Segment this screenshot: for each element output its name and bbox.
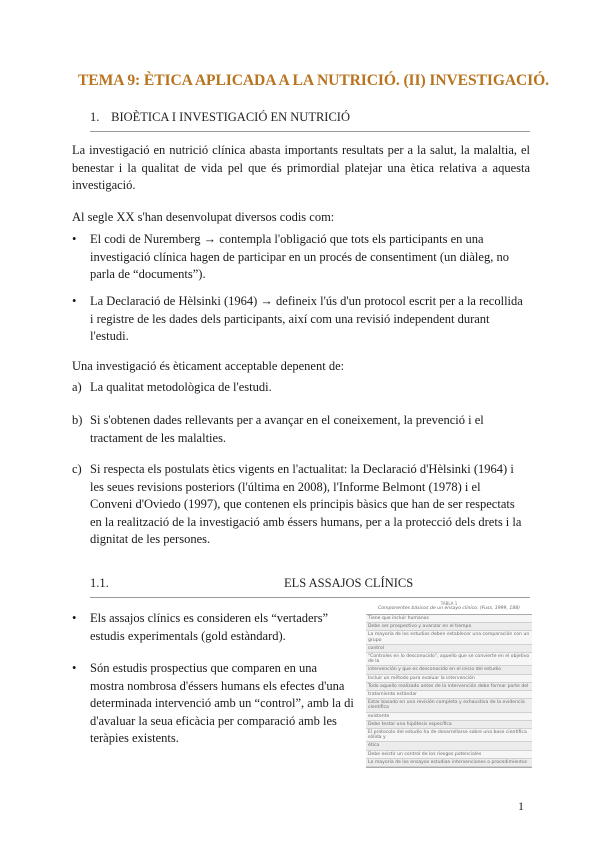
figure-table: [366, 614, 532, 768]
figure-table-row: La mayoría de los estudios deben establecer una comparación con un grupo: [366, 631, 532, 644]
figure-table-row: Tiene que incluir humanos: [366, 615, 532, 623]
figure-table-row: Todo aquello realizado antes de la intervención debe formar parte del: [366, 683, 532, 691]
list-item-trials-prospective: [72, 660, 358, 748]
figure-table-row: Estar basado en una revisión completa y exhaustiva de la evidencia científica: [366, 699, 532, 712]
list-item-line: d'avaluar la seua eficàcia per comparació amb les: [90, 713, 337, 728]
list-item-line: El codi de Nuremberg → contempla l'obligació que tots els participants en una: [90, 232, 484, 246]
bullet: •: [72, 611, 77, 625]
condition-c: [72, 461, 530, 549]
list-item-line: teràpies existents.: [90, 731, 179, 746]
list-item-line: Conveni d'Oviedo (1997), que contenen els principis bàsics que han de ser respectats: [90, 497, 515, 512]
list-item-line: Els assajos clínics es consideren els “vertaders”: [90, 611, 329, 625]
list-item-line: estudis experimentals (gold estàndard).: [90, 628, 286, 643]
list-item-helsinki: [72, 293, 530, 346]
list-item-trials-definition: [72, 610, 358, 645]
list-item-nuremberg: [72, 231, 530, 284]
list-item-line: Si s'obtenen dades rellevants per a avançar en el coneixement, la prevenció i el: [90, 413, 484, 427]
figure-table-row: control: [366, 645, 532, 653]
list-item-line: La Declaració de Hèlsinki (1964) → defineix l'ús d'un protocol escrit per a la recollida: [90, 294, 523, 308]
list-item-line: en la realització de la investigació amb éssers humans, per a la protecció dels drets i la: [90, 514, 522, 529]
list-item-line: investigació clínica hagen de participar en un procés de consentiment (un diàleg, no: [90, 249, 509, 264]
section-number: 1.1.: [90, 576, 109, 590]
list-item-line: mostra nombrosa d'éssers humans els efectes d'una: [90, 678, 345, 693]
section-title: ELS ASSAJOS CLÍNICS: [284, 576, 414, 590]
list-item-line: i registre de les dades dels participants, així com una revisió independent durant: [90, 311, 490, 326]
figure-table-row: Debe ser prospectivo y avanzar en el tiempo: [366, 623, 532, 631]
list-item-line: tractament de les malalties.: [90, 430, 227, 445]
section-heading-1: [90, 110, 530, 132]
bullet: •: [72, 661, 77, 675]
figure-table-row: Debe testar una hipótesis específica: [366, 721, 532, 729]
figure-table-row: ética: [366, 742, 532, 750]
bullet: •: [72, 294, 77, 308]
figure-table-row: La mayoría de los ensayos estudian intervenciones o procedimientos: [366, 759, 532, 767]
list-item-line: dignitat de les persones.: [90, 532, 211, 547]
list-marker: c): [72, 462, 82, 476]
figure-table-row: tratamiento estándar: [366, 691, 532, 699]
list-marker: a): [72, 380, 82, 394]
paragraph-intro: La investigació en nutrició clínica abasta importants resultats per a la salut, la malaltia, el benestar i la qualitat de vida pel que és primordial platejar una ètica relativa a aquesta investigació.: [72, 143, 530, 193]
page-title: TEMA 9: ÈTICA APLICADA A LA NUTRICIÓ. (II) INVESTIGACIÓ.: [78, 72, 549, 89]
figure-table-row: intervención y que es desconocido en el inicio del estudio: [366, 666, 532, 674]
list-item-line: La qualitat metodològica de l'estudi.: [90, 380, 272, 394]
figure-table-row: El protocolo del estudio ha de desarrollarse sobre una base científica sólida y: [366, 729, 532, 742]
figure-table-row: "Controles en lo desconocido", aquello que se convierte en el objetivo de la: [366, 653, 532, 666]
list-marker: b): [72, 413, 83, 427]
figure-table-row: Debe existir un control de los riesgos potenciales: [366, 751, 532, 759]
section-number: 1.: [90, 110, 100, 124]
list-item-line: Si respecta els postulats ètics vigents en l'actualitat: la Declaració d'Hèlsinki (1964) i: [90, 462, 514, 476]
figure-label: TABLA 1: [440, 601, 458, 606]
paragraph-acceptability: Una investigació és èticament acceptable depenent de:: [72, 359, 345, 373]
clinical-trial-table-image: [366, 601, 532, 779]
list-item-line: Són estudis prospectius que comparen en una: [90, 661, 318, 675]
condition-b: [72, 412, 530, 447]
list-item-line: les seues revisions posteriors (l'última en 2008), l'Informe Belmont (1978) i el: [90, 479, 481, 494]
page-number: 1: [518, 799, 524, 813]
bullet: •: [72, 232, 77, 246]
section-title: BIOÈTICA I INVESTIGACIÓ EN NUTRICIÓ: [111, 110, 350, 124]
figure-table-row: existente: [366, 713, 532, 721]
paragraph-codes-intro: Al segle XX s'han desenvolupat diversos codis com:: [72, 210, 335, 224]
list-item-line: parla de “documents”).: [90, 267, 206, 282]
section-heading-1-1: [90, 576, 530, 598]
list-item-line: determinada intervenció amb un “control”, amb la di: [90, 696, 354, 711]
condition-a: [72, 379, 530, 397]
figure-table-row: Incluir un método para evaluar la intervención: [366, 675, 532, 683]
figure-caption: Componentes básicos de un ensayo clínico. (Fuss, 1999, 188): [378, 606, 520, 611]
list-item-line: l'estudi.: [90, 329, 129, 344]
